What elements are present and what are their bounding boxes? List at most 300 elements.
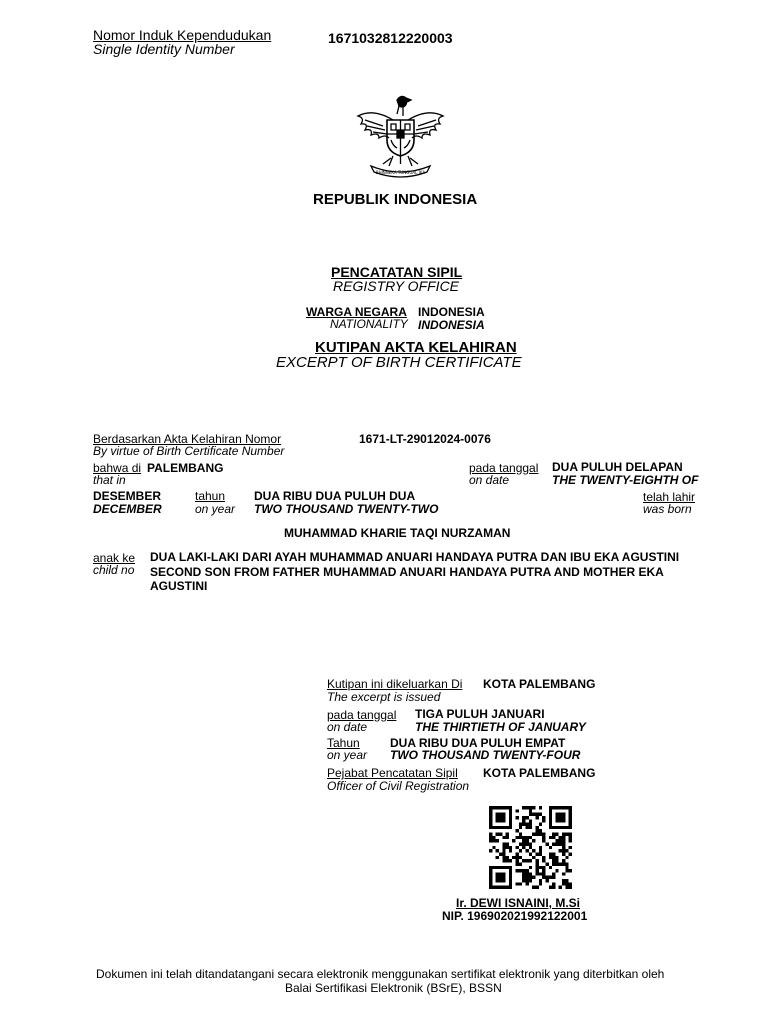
qr-module xyxy=(519,823,522,826)
qr-module xyxy=(535,859,538,862)
qr-module xyxy=(559,816,562,819)
qr-module xyxy=(535,852,538,855)
qr-module xyxy=(529,846,532,849)
qr-module xyxy=(562,819,565,822)
qr-module xyxy=(542,819,545,822)
qr-module xyxy=(502,816,505,819)
qr-module xyxy=(539,806,542,809)
qr-module xyxy=(506,856,509,859)
qr-module xyxy=(489,866,492,869)
qr-module xyxy=(569,886,572,889)
qr-module xyxy=(529,843,532,846)
qr-module xyxy=(489,809,492,812)
qr-module xyxy=(529,806,532,809)
qr-module xyxy=(555,819,558,822)
qr-module xyxy=(532,833,535,836)
issued-date-value: TIGA PULUH JANUARI xyxy=(415,707,545,721)
qr-module xyxy=(562,816,565,819)
qr-module xyxy=(519,882,522,885)
signatory-nip: NIP. 196902021992122001 xyxy=(442,909,588,923)
qr-module xyxy=(539,882,542,885)
qr-module xyxy=(506,826,509,829)
qr-module xyxy=(516,859,519,862)
qr-module xyxy=(542,859,545,862)
qr-module xyxy=(569,836,572,839)
qr-module xyxy=(529,872,532,875)
qr-module xyxy=(539,813,542,816)
footer-line-1: Dokumen ini telah ditandatangani secara elektronik menggunakan sertifikat elektronik yang diterbitkan oleh xyxy=(96,967,665,981)
born-label-en: was born xyxy=(643,502,692,516)
qr-module xyxy=(509,816,512,819)
qr-module xyxy=(489,826,492,829)
qr-module xyxy=(522,836,525,839)
qr-module xyxy=(549,886,552,889)
qr-module xyxy=(506,886,509,889)
qr-module xyxy=(509,869,512,872)
birth-month-value-en: DECEMBER xyxy=(93,502,162,516)
qr-module xyxy=(549,806,552,809)
qr-module xyxy=(532,856,535,859)
qr-module xyxy=(569,809,572,812)
qr-module xyxy=(526,869,529,872)
qr-module xyxy=(519,869,522,872)
nationality-value: INDONESIA xyxy=(418,305,485,319)
qr-module xyxy=(489,836,492,839)
qr-module xyxy=(532,806,535,809)
qr-module xyxy=(489,816,492,819)
qr-module xyxy=(496,806,499,809)
qr-module xyxy=(532,849,535,852)
qr-module xyxy=(496,816,499,819)
qr-module xyxy=(545,876,548,879)
birth-year-label: tahun xyxy=(195,489,226,503)
qr-module xyxy=(552,862,555,865)
qr-module xyxy=(519,849,522,852)
qr-module xyxy=(542,856,545,859)
qr-module xyxy=(526,879,529,882)
qr-module xyxy=(506,859,509,862)
issued-year-label: Tahun xyxy=(327,736,360,750)
child-order-label: anak ke xyxy=(93,551,136,565)
issued-year-value: DUA RIBU DUA PULUH EMPAT xyxy=(390,736,566,750)
qr-module xyxy=(502,836,505,839)
qr-module xyxy=(545,843,548,846)
qr-module xyxy=(506,806,509,809)
qr-module xyxy=(539,872,542,875)
qr-module xyxy=(542,866,545,869)
qr-module xyxy=(555,806,558,809)
issued-label: Kutipan ini dikeluarkan Di xyxy=(327,677,463,691)
qr-module xyxy=(529,809,532,812)
qr-module xyxy=(516,816,519,819)
place-label-en: that in xyxy=(93,473,126,487)
qr-module xyxy=(489,879,492,882)
qr-module xyxy=(526,823,529,826)
qr-module xyxy=(502,852,505,855)
qr-module xyxy=(552,843,555,846)
qr-module xyxy=(519,862,522,865)
qr-module xyxy=(489,823,492,826)
qr-module xyxy=(502,843,505,846)
qr-module xyxy=(535,826,538,829)
qr-module xyxy=(496,872,499,875)
issued-year-label-en: on year xyxy=(327,748,368,762)
qr-module xyxy=(499,833,502,836)
nationality-value-en: INDONESIA xyxy=(418,318,485,332)
qr-module xyxy=(516,829,519,832)
qr-module xyxy=(569,846,572,849)
child-order-value-en-line1: SECOND SON FROM FATHER MUHAMMAD ANUARI HANDAYA PUTRA AND MOTHER EKA xyxy=(150,565,664,579)
qr-module xyxy=(532,876,535,879)
nik-label-en: Single Identity Number xyxy=(93,41,235,57)
qr-module xyxy=(569,869,572,872)
qr-module xyxy=(559,886,562,889)
qr-module xyxy=(502,886,505,889)
garuda-emblem-icon xyxy=(353,94,448,178)
qr-module xyxy=(499,876,502,879)
birth-year-label-en: on year xyxy=(195,502,236,516)
qr-module xyxy=(552,876,555,879)
qr-module xyxy=(529,859,532,862)
qr-module xyxy=(496,886,499,889)
qr-module xyxy=(492,839,495,842)
qr-module xyxy=(555,859,558,862)
qr-module xyxy=(565,833,568,836)
qr-module xyxy=(496,826,499,829)
qr-module xyxy=(499,872,502,875)
qr-module xyxy=(559,839,562,842)
qr-module xyxy=(522,843,525,846)
qr-module xyxy=(565,849,568,852)
issued-place-value: KOTA PALEMBANG xyxy=(483,677,596,691)
qr-module xyxy=(502,813,505,816)
qr-module xyxy=(506,866,509,869)
qr-module xyxy=(496,856,499,859)
place-label: bahwa di xyxy=(93,461,142,475)
qr-module xyxy=(502,819,505,822)
qr-module xyxy=(535,866,538,869)
birth-year-value-en: TWO THOUSAND TWENTY-TWO xyxy=(254,502,439,516)
qr-module xyxy=(532,813,535,816)
qr-module xyxy=(529,819,532,822)
qr-module xyxy=(562,836,565,839)
qr-module xyxy=(539,846,542,849)
qr-module xyxy=(509,872,512,875)
qr-module xyxy=(565,826,568,829)
qr-module xyxy=(552,859,555,862)
birth-year-value: DUA RIBU DUA PULUH DUA xyxy=(254,489,416,503)
qr-module xyxy=(509,886,512,889)
qr-module xyxy=(489,839,492,842)
qr-module xyxy=(552,882,555,885)
qr-module xyxy=(562,882,565,885)
qr-module xyxy=(516,882,519,885)
qr-module xyxy=(559,843,562,846)
qr-module xyxy=(516,809,519,812)
qr-module xyxy=(552,806,555,809)
cert-number-label: Berdasarkan Akta Kelahiran Nomor xyxy=(93,432,282,446)
qr-module xyxy=(549,856,552,859)
qr-module xyxy=(509,882,512,885)
qr-module xyxy=(502,859,505,862)
qr-module xyxy=(502,849,505,852)
qr-module xyxy=(492,886,495,889)
qr-module xyxy=(535,869,538,872)
qr-module xyxy=(569,833,572,836)
qr-module xyxy=(539,852,542,855)
qr-module xyxy=(555,826,558,829)
qr-module xyxy=(562,879,565,882)
qr-module xyxy=(499,819,502,822)
qr-module xyxy=(509,826,512,829)
qr-module xyxy=(496,879,499,882)
emblem-motto: BHINNEKA TUNGGAL IKA xyxy=(375,170,426,175)
qr-module xyxy=(502,872,505,875)
qr-module xyxy=(526,876,529,879)
qr-module xyxy=(535,872,538,875)
qr-module xyxy=(549,866,552,869)
officer-label: Pejabat Pencatatan Sipil xyxy=(327,766,458,780)
qr-module xyxy=(489,882,492,885)
issued-year-value-en: TWO THOUSAND TWENTY-FOUR xyxy=(390,748,581,762)
qr-module xyxy=(569,882,572,885)
qr-module xyxy=(569,806,572,809)
qr-module xyxy=(509,879,512,882)
qr-module xyxy=(562,846,565,849)
qr-module xyxy=(489,806,492,809)
qr-module xyxy=(555,833,558,836)
qr-module xyxy=(542,839,545,842)
qr-module xyxy=(549,852,552,855)
qr-module xyxy=(489,886,492,889)
qr-module xyxy=(529,823,532,826)
qr-module xyxy=(516,862,519,865)
qr-module xyxy=(526,882,529,885)
place-value: PALEMBANG xyxy=(147,461,224,475)
qr-module xyxy=(496,866,499,869)
qr-module xyxy=(552,836,555,839)
qr-module xyxy=(539,829,542,832)
qr-module xyxy=(509,819,512,822)
qr-module xyxy=(555,869,558,872)
qr-module xyxy=(492,836,495,839)
qr-module xyxy=(539,823,542,826)
qr-module xyxy=(516,856,519,859)
qr-module xyxy=(532,886,535,889)
qr-module xyxy=(552,856,555,859)
issued-date-label: pada tanggal xyxy=(327,708,397,722)
qr-module xyxy=(522,846,525,849)
qr-module xyxy=(499,886,502,889)
qr-module xyxy=(562,862,565,865)
qr-module xyxy=(502,806,505,809)
qr-module xyxy=(549,823,552,826)
qr-module xyxy=(555,843,558,846)
issued-label-en: The excerpt is issued xyxy=(327,690,441,704)
office-title: PENCATATAN SIPIL xyxy=(331,264,463,280)
qr-module xyxy=(549,813,552,816)
qr-module xyxy=(526,826,529,829)
qr-module xyxy=(569,819,572,822)
qr-module xyxy=(526,843,529,846)
country-title: REPUBLIK INDONESIA xyxy=(313,191,478,208)
qr-module xyxy=(522,839,525,842)
qr-module xyxy=(529,866,532,869)
document-title-en: EXCERPT OF BIRTH CERTIFICATE xyxy=(276,354,522,371)
qr-module xyxy=(539,849,542,852)
qr-module xyxy=(499,806,502,809)
qr-module xyxy=(535,829,538,832)
qr-module xyxy=(562,826,565,829)
qr-module xyxy=(496,839,499,842)
qr-module xyxy=(535,862,538,865)
qr-module xyxy=(492,866,495,869)
qr-module xyxy=(569,839,572,842)
qr-module xyxy=(489,813,492,816)
child-name: MUHAMMAD KHARIE TAQI NURZAMAN xyxy=(284,526,511,540)
qr-module xyxy=(522,876,525,879)
qr-module xyxy=(522,869,525,872)
qr-module xyxy=(489,833,492,836)
qr-module xyxy=(539,879,542,882)
qr-module xyxy=(506,833,509,836)
qr-code-icon xyxy=(489,806,572,889)
qr-module xyxy=(529,879,532,882)
qr-module xyxy=(552,826,555,829)
qr-module xyxy=(499,852,502,855)
qr-module xyxy=(502,856,505,859)
qr-module xyxy=(499,879,502,882)
qr-module xyxy=(522,816,525,819)
qr-module xyxy=(565,879,568,882)
birth-date-label-en: on date xyxy=(469,473,510,487)
qr-module xyxy=(506,843,509,846)
nik-value: 1671032812220003 xyxy=(328,30,453,46)
qr-module xyxy=(522,872,525,875)
qr-module xyxy=(499,816,502,819)
qr-module xyxy=(552,872,555,875)
qr-module xyxy=(499,813,502,816)
qr-module xyxy=(549,876,552,879)
qr-module xyxy=(509,849,512,852)
qr-module xyxy=(559,813,562,816)
qr-module xyxy=(565,806,568,809)
cert-number-value: 1671-LT-29012024-0076 xyxy=(359,432,491,446)
qr-module xyxy=(509,813,512,816)
qr-module xyxy=(555,813,558,816)
qr-module xyxy=(516,869,519,872)
qr-module xyxy=(526,839,529,842)
child-order-label-en: child no xyxy=(93,563,135,577)
qr-module xyxy=(516,852,519,855)
qr-module xyxy=(522,859,525,862)
qr-module xyxy=(535,816,538,819)
qr-module xyxy=(519,843,522,846)
qr-module xyxy=(489,819,492,822)
qr-module xyxy=(516,846,519,849)
qr-module xyxy=(526,836,529,839)
nationality-label-en: NATIONALITY xyxy=(330,317,408,331)
qr-module xyxy=(492,846,495,849)
qr-module xyxy=(565,869,568,872)
qr-module xyxy=(569,823,572,826)
qr-module xyxy=(509,876,512,879)
qr-module xyxy=(555,839,558,842)
qr-module xyxy=(559,849,562,852)
qr-module xyxy=(532,839,535,842)
qr-module xyxy=(496,819,499,822)
qr-module xyxy=(529,876,532,879)
qr-module xyxy=(526,816,529,819)
qr-module xyxy=(559,836,562,839)
qr-module xyxy=(565,866,568,869)
qr-module xyxy=(565,886,568,889)
qr-module xyxy=(509,866,512,869)
qr-module xyxy=(509,806,512,809)
officer-value: KOTA PALEMBANG xyxy=(483,766,596,780)
qr-module xyxy=(499,826,502,829)
qr-module xyxy=(562,833,565,836)
qr-module xyxy=(496,876,499,879)
child-order-value-en-line2: AGUSTINI xyxy=(150,579,208,593)
qr-module xyxy=(535,886,538,889)
qr-module xyxy=(492,806,495,809)
qr-module xyxy=(549,809,552,812)
qr-module xyxy=(569,816,572,819)
qr-module xyxy=(502,876,505,879)
qr-module xyxy=(562,843,565,846)
born-label: telah lahir xyxy=(643,490,696,504)
qr-module xyxy=(549,846,552,849)
qr-module xyxy=(522,819,525,822)
issued-date-value-en: THE THIRTIETH OF JANUARY xyxy=(415,720,586,734)
officer-label-en: Officer of Civil Registration xyxy=(327,779,470,793)
child-order-value: DUA LAKI-LAKI DARI AYAH MUHAMMAD ANUARI HANDAYA PUTRA DAN IBU EKA AGUSTINI xyxy=(150,550,680,564)
qr-module xyxy=(522,806,525,809)
qr-module xyxy=(562,852,565,855)
qr-module xyxy=(526,806,529,809)
qr-module xyxy=(502,879,505,882)
qr-module xyxy=(545,879,548,882)
qr-module xyxy=(496,849,499,852)
qr-module xyxy=(549,836,552,839)
qr-module xyxy=(555,816,558,819)
qr-module xyxy=(559,826,562,829)
qr-module xyxy=(512,856,515,859)
qr-module xyxy=(562,849,565,852)
qr-module xyxy=(535,833,538,836)
qr-module xyxy=(555,856,558,859)
qr-module xyxy=(569,852,572,855)
qr-module xyxy=(529,852,532,855)
qr-module xyxy=(509,809,512,812)
qr-module xyxy=(502,826,505,829)
qr-module xyxy=(542,816,545,819)
birth-date-value-en: THE TWENTY-EIGHTH OF xyxy=(552,473,699,487)
qr-module xyxy=(519,833,522,836)
qr-module xyxy=(539,866,542,869)
footer-line-2: Balai Sertifikasi Elektronik (BSrE), BSSN xyxy=(285,981,502,995)
qr-module xyxy=(555,862,558,865)
qr-module xyxy=(535,813,538,816)
qr-module xyxy=(549,816,552,819)
issued-date-label-en: on date xyxy=(327,720,368,734)
birth-date-label: pada tanggal xyxy=(469,461,539,475)
qr-module xyxy=(519,836,522,839)
qr-module xyxy=(549,826,552,829)
qr-module xyxy=(569,826,572,829)
qr-module xyxy=(522,823,525,826)
